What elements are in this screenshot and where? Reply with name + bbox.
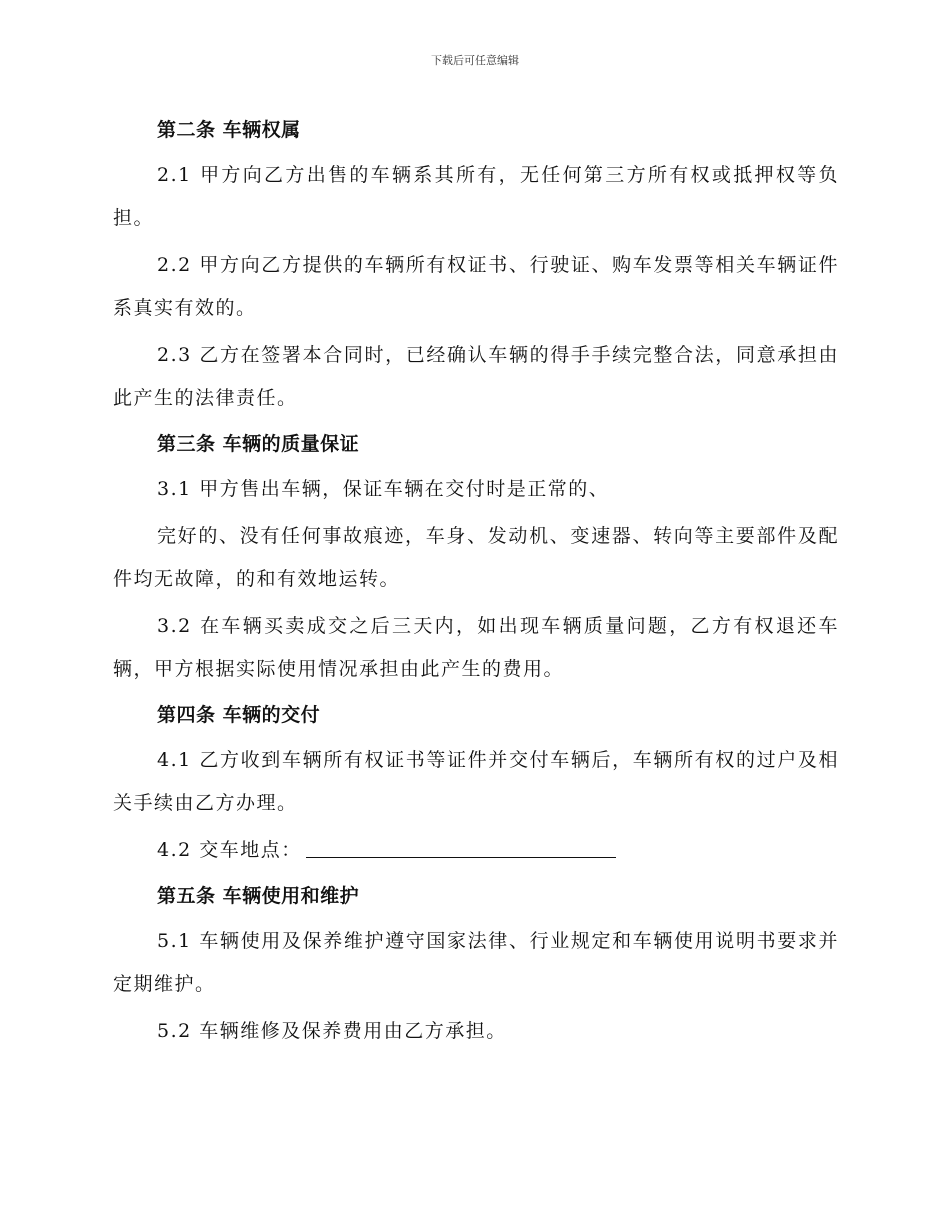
clause-2-1: 2.1 甲方向乙方出售的车辆系其所有，无任何第三方所有权或抵押权等负担。 bbox=[113, 164, 839, 229]
clause-3-1-continued: 完好的、没有任何事故痕迹，车身、发动机、变速器、转向等主要部件及配件均无故障，的和有效地运转。 bbox=[113, 525, 839, 590]
delivery-location-label: 4.2 交车地点： bbox=[157, 839, 302, 861]
section-title-article-5: 第五条 车辆使用和维护 bbox=[157, 885, 360, 907]
section-title-article-3: 第三条 车辆的质量保证 bbox=[157, 433, 360, 455]
clause-5-1: 5.1 车辆使用及保养维护遵守国家法律、行业规定和车辆使用说明书要求并定期维护。 bbox=[113, 930, 839, 995]
section-title-article-2: 第二条 车辆权属 bbox=[157, 119, 301, 141]
clause-2-2: 2.2 甲方向乙方提供的车辆所有权证书、行驶证、购车发票等相关车辆证件系真实有效的。 bbox=[113, 254, 839, 319]
clause-3-2: 3.2 在车辆买卖成交之后三天内，如出现车辆质量问题，乙方有权退还车辆，甲方根据实际使用情况承担由此产生的费用。 bbox=[113, 615, 839, 680]
section-title-article-4: 第四条 车辆的交付 bbox=[157, 704, 321, 726]
clause-4-2 bbox=[113, 829, 839, 872]
page-header: 下载后可任意编辑 bbox=[431, 54, 519, 67]
contract-body bbox=[113, 110, 839, 1053]
clause-2-3: 2.3 乙方在签署本合同时，已经确认车辆的得手手续完整合法，同意承担由此产生的法律责任。 bbox=[113, 344, 839, 409]
delivery-location-blank bbox=[306, 857, 616, 858]
clause-5-2: 5.2 车辆维修及保养费用由乙方承担。 bbox=[157, 1020, 507, 1042]
clause-3-1: 3.1 甲方售出车辆，保证车辆在交付时是正常的、 bbox=[157, 478, 610, 500]
clause-4-1: 4.1 乙方收到车辆所有权证书等证件并交付车辆后，车辆所有权的过户及相关手续由乙方办理。 bbox=[113, 749, 839, 814]
